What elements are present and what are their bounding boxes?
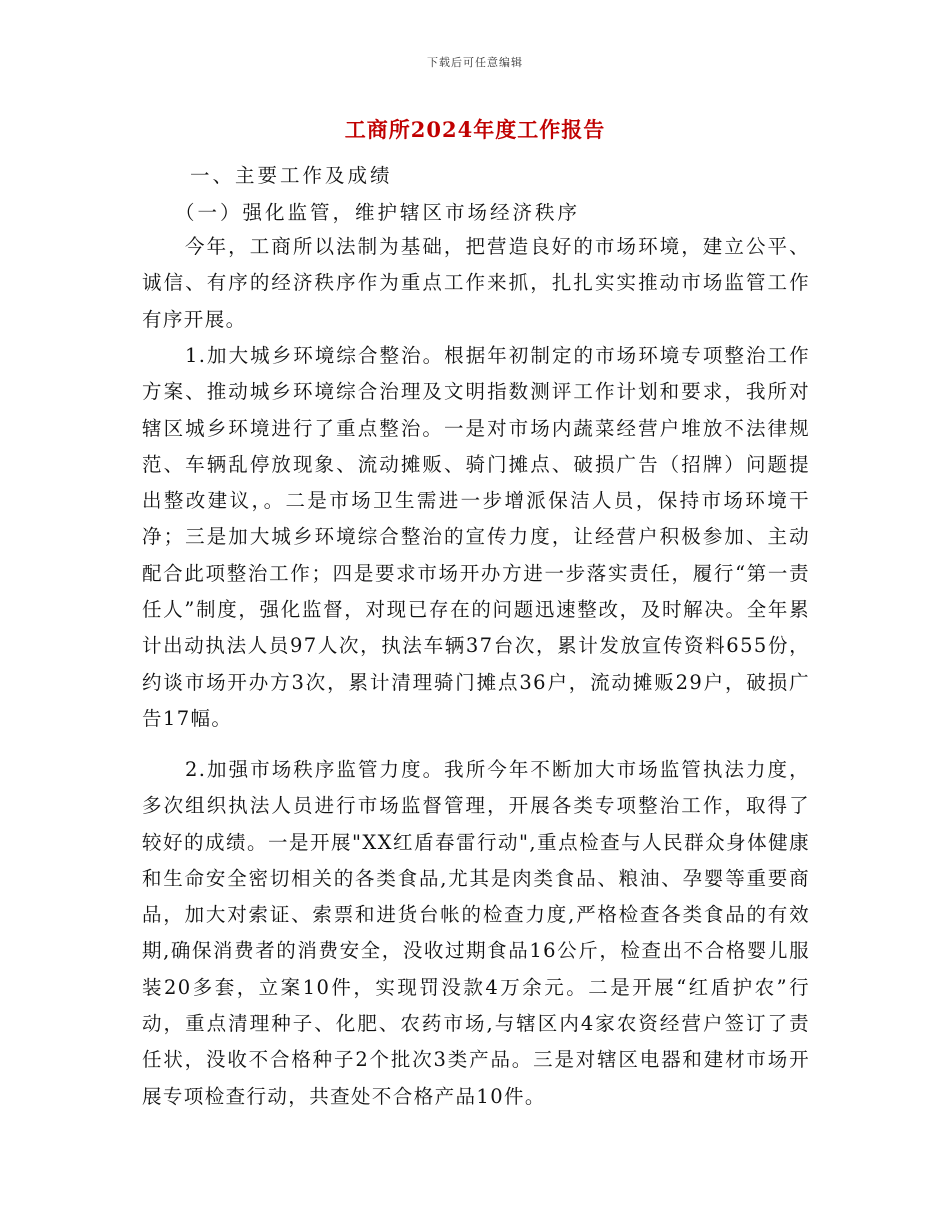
page-header-note: 下载后可任意编辑 [427,56,523,69]
paragraph-intro: 今年，工商所以法制为基础，把营造良好的市场环境，建立公平、诚信、有序的经济秩序作为重点工作来抓，扎扎实实推动市场监管工作有序开展。 [142,235,810,331]
document-title: 工商所2024年度工作报告 [344,117,606,142]
subsection-heading-strengthen-supervision: （一）强化监管，维护辖区市场经济秩序 [175,201,581,224]
paragraph-market-order-supervision: 2.加强市场秩序监管力度。我所今年不断加大市场监管执法力度，多次组织执法人员进行市场监督管理，开展各类专项整治工作，取得了较好的成绩。一是开展"XX红盾春雷行动",重点检查与人民群众身体健康和生命安全密切相关的各类食品,尤其是肉类食品、粮油、孕婴等重要商品，加大对索证、索票和进货台帐的检查力度,严格检查各类食品的有效期,确保消费者的消费安全，没收过期食品16公斤，检查出不合格婴儿服装20多套，立案10件，实现罚没款4万余元。二是开展“红盾护农”行动，重点清理种子、化肥、农药市场,与辖区内4家农资经营户签订了责任状，没收不合格种子2个批次3类产品。三是对辖区电器和建材市场开展专项检查行动，共查处不合格产品10件。 [142,758,810,1108]
section-heading-main-work: 一、主要工作及成绩 [190,164,393,187]
paragraph-environment-rectification: 1.加大城乡环境综合整治。根据年初制定的市场环境专项整治工作方案、推动城乡环境综合治理及文明指数测评工作计划和要求，我所对辖区城乡环境进行了重点整治。一是对市场内蔬菜经营户堆放不法律规范、车辆乱停放现象、流动摊贩、骑门摊点、破损广告（招牌）问题提出整改建议，。二是市场卫生需进一步增派保洁人员，保持市场环境干净；三是加大城乡环境综合整治的宣传力度，让经营户积极参加、主动配合此项整治工作；四是要求市场开办方进一步落实责任，履行“第一责任人”制度，强化监督，对现已存在的问题迅速整改，及时解决。全年累计出动执法人员97人次，执法车辆37台次，累计发放宣传资料655份，约谈市场开办方3次，累计清理骑门摊点36户，流动摊贩29户，破损广告17幅。 [142,344,810,730]
